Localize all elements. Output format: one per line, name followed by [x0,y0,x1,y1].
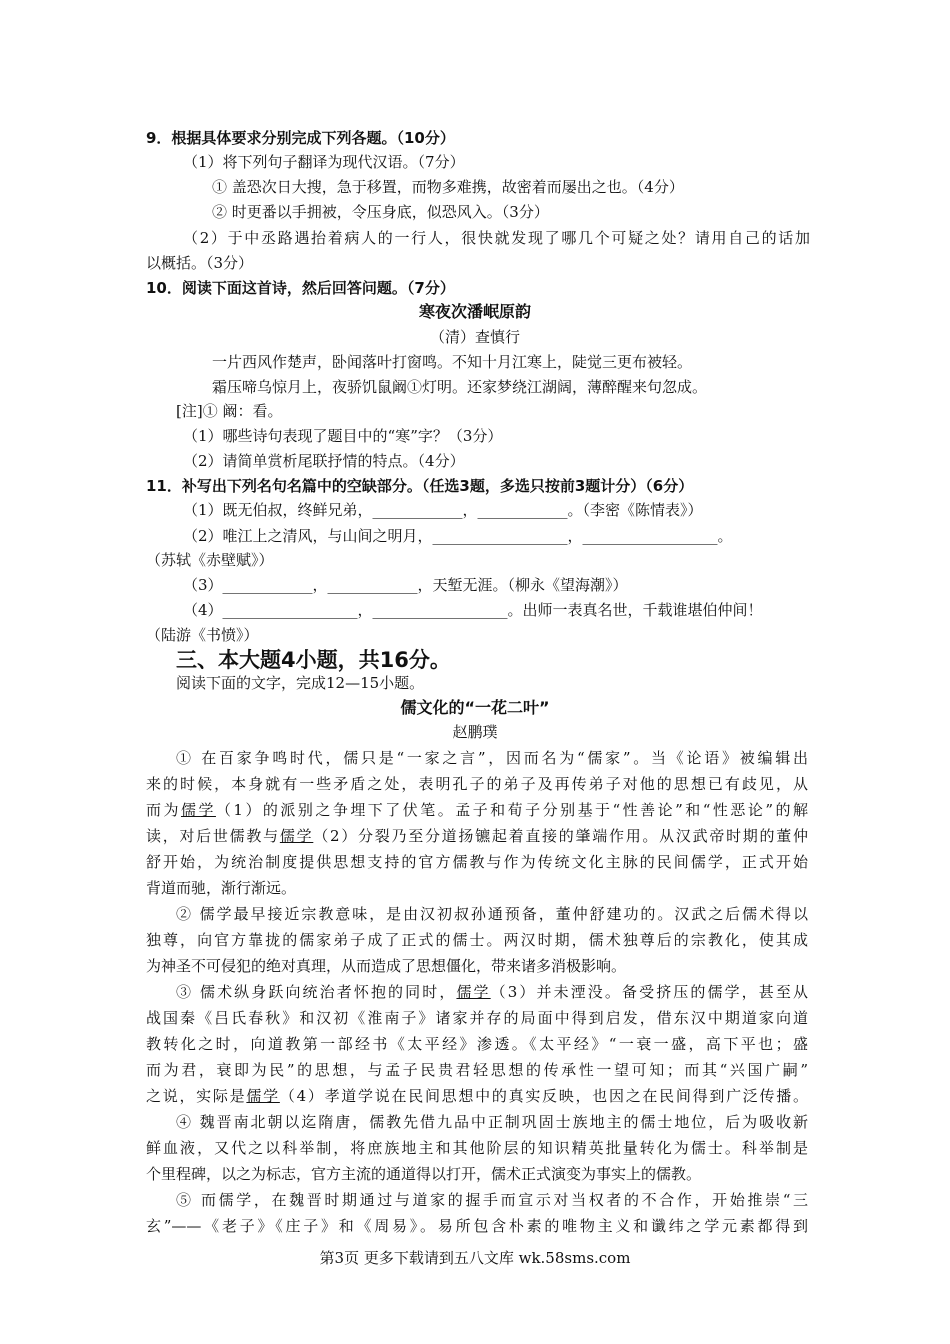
para4-line2: 鲜血液，又代之以科举制，将庶族地主和其他阶层的知识精英批量转化为儒士。科举制是 [146,1139,808,1157]
para2-line2: 独尊，向官方靠拢的儒家弟子成了正式的儒士。两汉时期，儒术独尊后的宗教化，使其成 [146,931,808,949]
para3-line5: 之说，实际是儒学（4）孝道学说在民间思想中的真实反映，也因之在民间得到广泛传播。 [146,1087,808,1105]
poem-line-2: 霜压啼乌惊月上，夜骄饥鼠阚①灯明。还家梦绕江湖阔，薄醉醒来句忽成。 [212,378,708,396]
q11-item2-source: （苏轼《赤壁赋》） [146,551,274,569]
section-heading: 三、本大题4小题，共16分。 [176,648,451,672]
term-ruxue-3: 儒学 [456,983,491,1001]
term-ruxue-2: 儒学 [279,827,314,845]
para4-line1: ④ 魏晋南北朝以迄隋唐，儒教先借九品中正制巩固士族地主的儒士地位，后为吸收新 [176,1113,808,1131]
q9-sentence2: ② 时更番以手拥被，令压身底，似恐风入。（3分） [212,203,549,221]
para2-line3: 为神圣不可侵犯的绝对真理，从而造成了思想僵化，带来诸多消极影响。 [146,957,627,975]
para3-line2: 战国秦《吕氏春秋》和汉初《淮南子》诸家并存的局面中得到启发，借东汉中期道家向道 [146,1009,808,1027]
q10-part2: （2）请简单赏析尾联抒情的特点。（4分） [183,452,465,470]
q10-part1: （1）哪些诗句表现了题目中的“寒”字？（3分） [183,427,503,445]
term-ruxue-1: 儒学 [180,801,216,819]
para1-line6: 背道而驰，渐行渐远。 [146,879,297,897]
section-instruction: 阅读下面的文字，完成12—15小题。 [176,674,425,692]
para1-line5: 舒开始，为统治制度提供思想支持的官方儒教与作为传统文化主脉的民间儒学，正式开始 [146,853,808,871]
poem-line-1: 一片西风作楚声，卧闻落叶打窗鸣。不知十月江寒上，陡觉三更布被轻。 [212,353,693,371]
poem-author: （清）查慎行 [429,328,520,346]
para3-line4: 而为君，衰即为民”的思想，与孟子民贵君轻思想的传承性一望可知；而其“兴国广嗣” [146,1061,808,1079]
term-ruxue-4: 儒学 [246,1087,280,1105]
para2-line1: ② 儒学最早接近宗教意味，是由汉初叔孙通预备，董仲舒建功的。汉武之后儒术得以 [176,905,808,923]
para5-line1: ⑤ 而儒学，在魏晋时期通过与道家的握手而宣示对当权者的不合作，开始推崇“三 [176,1191,808,1209]
q11-item4: （4）__________________，__________________。出师一表真名世，千载谁堪伯仲间！ [183,601,763,619]
poem-note: [注]① 阚：看。 [176,402,283,420]
para3-line3: 教转化之时，向道教第一部经书《太平经》渗透。《太平经》“一衰一盛，高下平也；盛 [146,1035,808,1053]
q11-item4-source: （陆游《书愤》） [146,626,259,644]
q9-part1: （1）将下列句子翻译为现代汉语。（7分） [183,153,465,171]
q10-title: 10．阅读下面这首诗，然后回答问题。（7分） [146,279,455,297]
q9-title: 9．根据具体要求分别完成下列各题。（10分） [146,129,455,147]
para1-line1: ① 在百家争鸣时代，儒只是“一家之言”，因而名为“儒家”。当《论语》被编辑出 [176,749,808,767]
poem-title: 寒夜次潘岷原韵 [418,302,531,321]
para4-line3: 个里程碑，以之为标志，官方主流的通道得以打开，儒术正式演变为事实上的儒教。 [146,1165,702,1183]
q9-part2-line1: （2）于中丞路遇抬着病人的一行人，很快就发现了哪几个可疑之处？请用自己的话加 [183,229,810,247]
q11-item1: （1）既无伯叔，终鲜兄弟，____________，____________。（李密《陈情表》） [183,501,703,519]
para1-line2: 来的时候，本身就有一些矛盾之处，表明孔子的弟子及再传弟子对他的思想已有歧见，从 [146,775,808,793]
q11-title: 11．补写出下列名句名篇中的空缺部分。（任选3题，多选只按前3题计分）（6分） [146,477,694,495]
para1-line4: 读，对后世儒教与儒学（2）分裂乃至分道扬镳起着直接的肇端作用。从汉武帝时期的董仲 [146,827,808,845]
q9-part2-line2: 以概括。（3分） [146,254,254,272]
para3-line1: ③ 儒术纵身跃向统治者怀抱的同时，儒学（3）并未湮没。备受挤压的儒学，甚至从 [176,983,808,1001]
para5-line2: 玄”——《老子》《庄子》和《周易》。易所包含朴素的唯物主义和谶纬之学元素都得到 [146,1217,808,1235]
q11-item3: （3）____________，____________，天堑无涯。（柳永《望海潮》） [183,576,628,594]
article-title: 儒文化的“一花二叶” [400,698,550,717]
para1-line3: 而为儒学（1）的派别之争埋下了伏笔。孟子和荀子分别基于“性善论”和“性恶论”的解 [146,801,808,819]
article-author: 赵鹏璞 [452,723,498,741]
q9-sentence1: ① 盖恐次日大搜，急于移置，而物多难携，故密着而屡出之也。（4分） [212,178,684,196]
page-footer: 第3页 更多下载请到五八文库 wk.58sms.com [319,1249,631,1267]
q11-item2: （2）唯江上之清风，与山间之明月，__________________，__________________。 [183,527,733,545]
